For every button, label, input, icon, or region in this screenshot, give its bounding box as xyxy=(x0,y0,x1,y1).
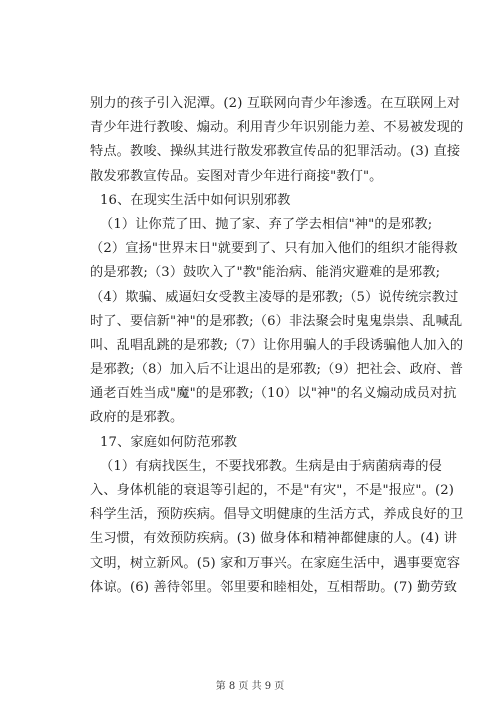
paragraph-line: （1）让你荒了田、抛了家、弃了学去相信"神"的是邪教; xyxy=(100,216,433,232)
paragraph-line: 文明，树立新风。(5) 家和万事兴。在家庭生活中，遇事要宽容 xyxy=(90,555,461,571)
document-body xyxy=(90,92,464,600)
paragraph-line: 时了、要信新"神"的是邪教;（6）非法聚会时鬼鬼祟祟、乱喊乱 xyxy=(90,313,463,329)
paragraph-line: 政府的是邪教。 xyxy=(90,410,184,426)
section-heading-16: 16、在现实生活中如何识别邪教 xyxy=(100,192,291,208)
paragraph-line: 青少年进行教唆、煽动。利用青少年识别能力差、不易被发现的 xyxy=(90,120,464,136)
paragraph-line: 入、身体机能的衰退等引起的，不是"有灾"，不是"报应"。(2) xyxy=(90,483,455,498)
paragraph-line: 特点。教唆、操纵其进行散发邪教宣传品的犯罪活动。(3) 直接 xyxy=(90,144,461,160)
paragraph-line: 体谅。(6) 善待邻里。邻里要和睦相处，互相帮助。(7) 勤劳致 xyxy=(90,579,458,595)
paragraph-line: （2）宣扬"世界末日"就要到了、只有加入他们的组织才能得救 xyxy=(90,241,458,257)
paragraph-line: 的是邪教;（3）鼓吹入了"教"能治病、能消灾避难的是邪教; xyxy=(90,265,441,281)
paragraph-line: 科学生活，预防疾病。倡导文明健康的生活方式，养成良好的卫 xyxy=(90,507,464,523)
paragraph-line: （1）有病找医生，不要找邪教。生病是由于病菌病毒的侵 xyxy=(100,458,442,474)
paragraph-line: 别力的孩子引入泥潭。(2) 互联网向青少年渗透。在互联网上对 xyxy=(90,96,461,111)
paragraph-line: 通老百姓当成"魔"的是邪教;（10）以"神"的名义煽动成员对抗 xyxy=(90,386,457,402)
paragraph-line: 生习惯，有效预防疾病。(3) 做身体和精神都健康的人。(4) 讲 xyxy=(90,531,458,547)
paragraph-line: 是邪教;（8）加入后不让退出的是邪教;（9）把社会、政府、普 xyxy=(90,362,464,378)
paragraph-line: 散发邪教宣传品。妄图对青少年进行商接"教仃"。 xyxy=(90,168,383,184)
paragraph-line: 叫、乱唱乱跳的是邪教;（7）让你用骗人的手段诱骗他人加入的 xyxy=(90,337,464,353)
section-heading-17: 17、家庭如何防范邪教 xyxy=(100,434,238,450)
page-footer: 第 8 页 共 9 页 xyxy=(215,681,285,692)
paragraph-line: （4）欺骗、威逼妇女受教主凌辱的是邪教;（5）说传统宗教过 xyxy=(90,289,459,305)
